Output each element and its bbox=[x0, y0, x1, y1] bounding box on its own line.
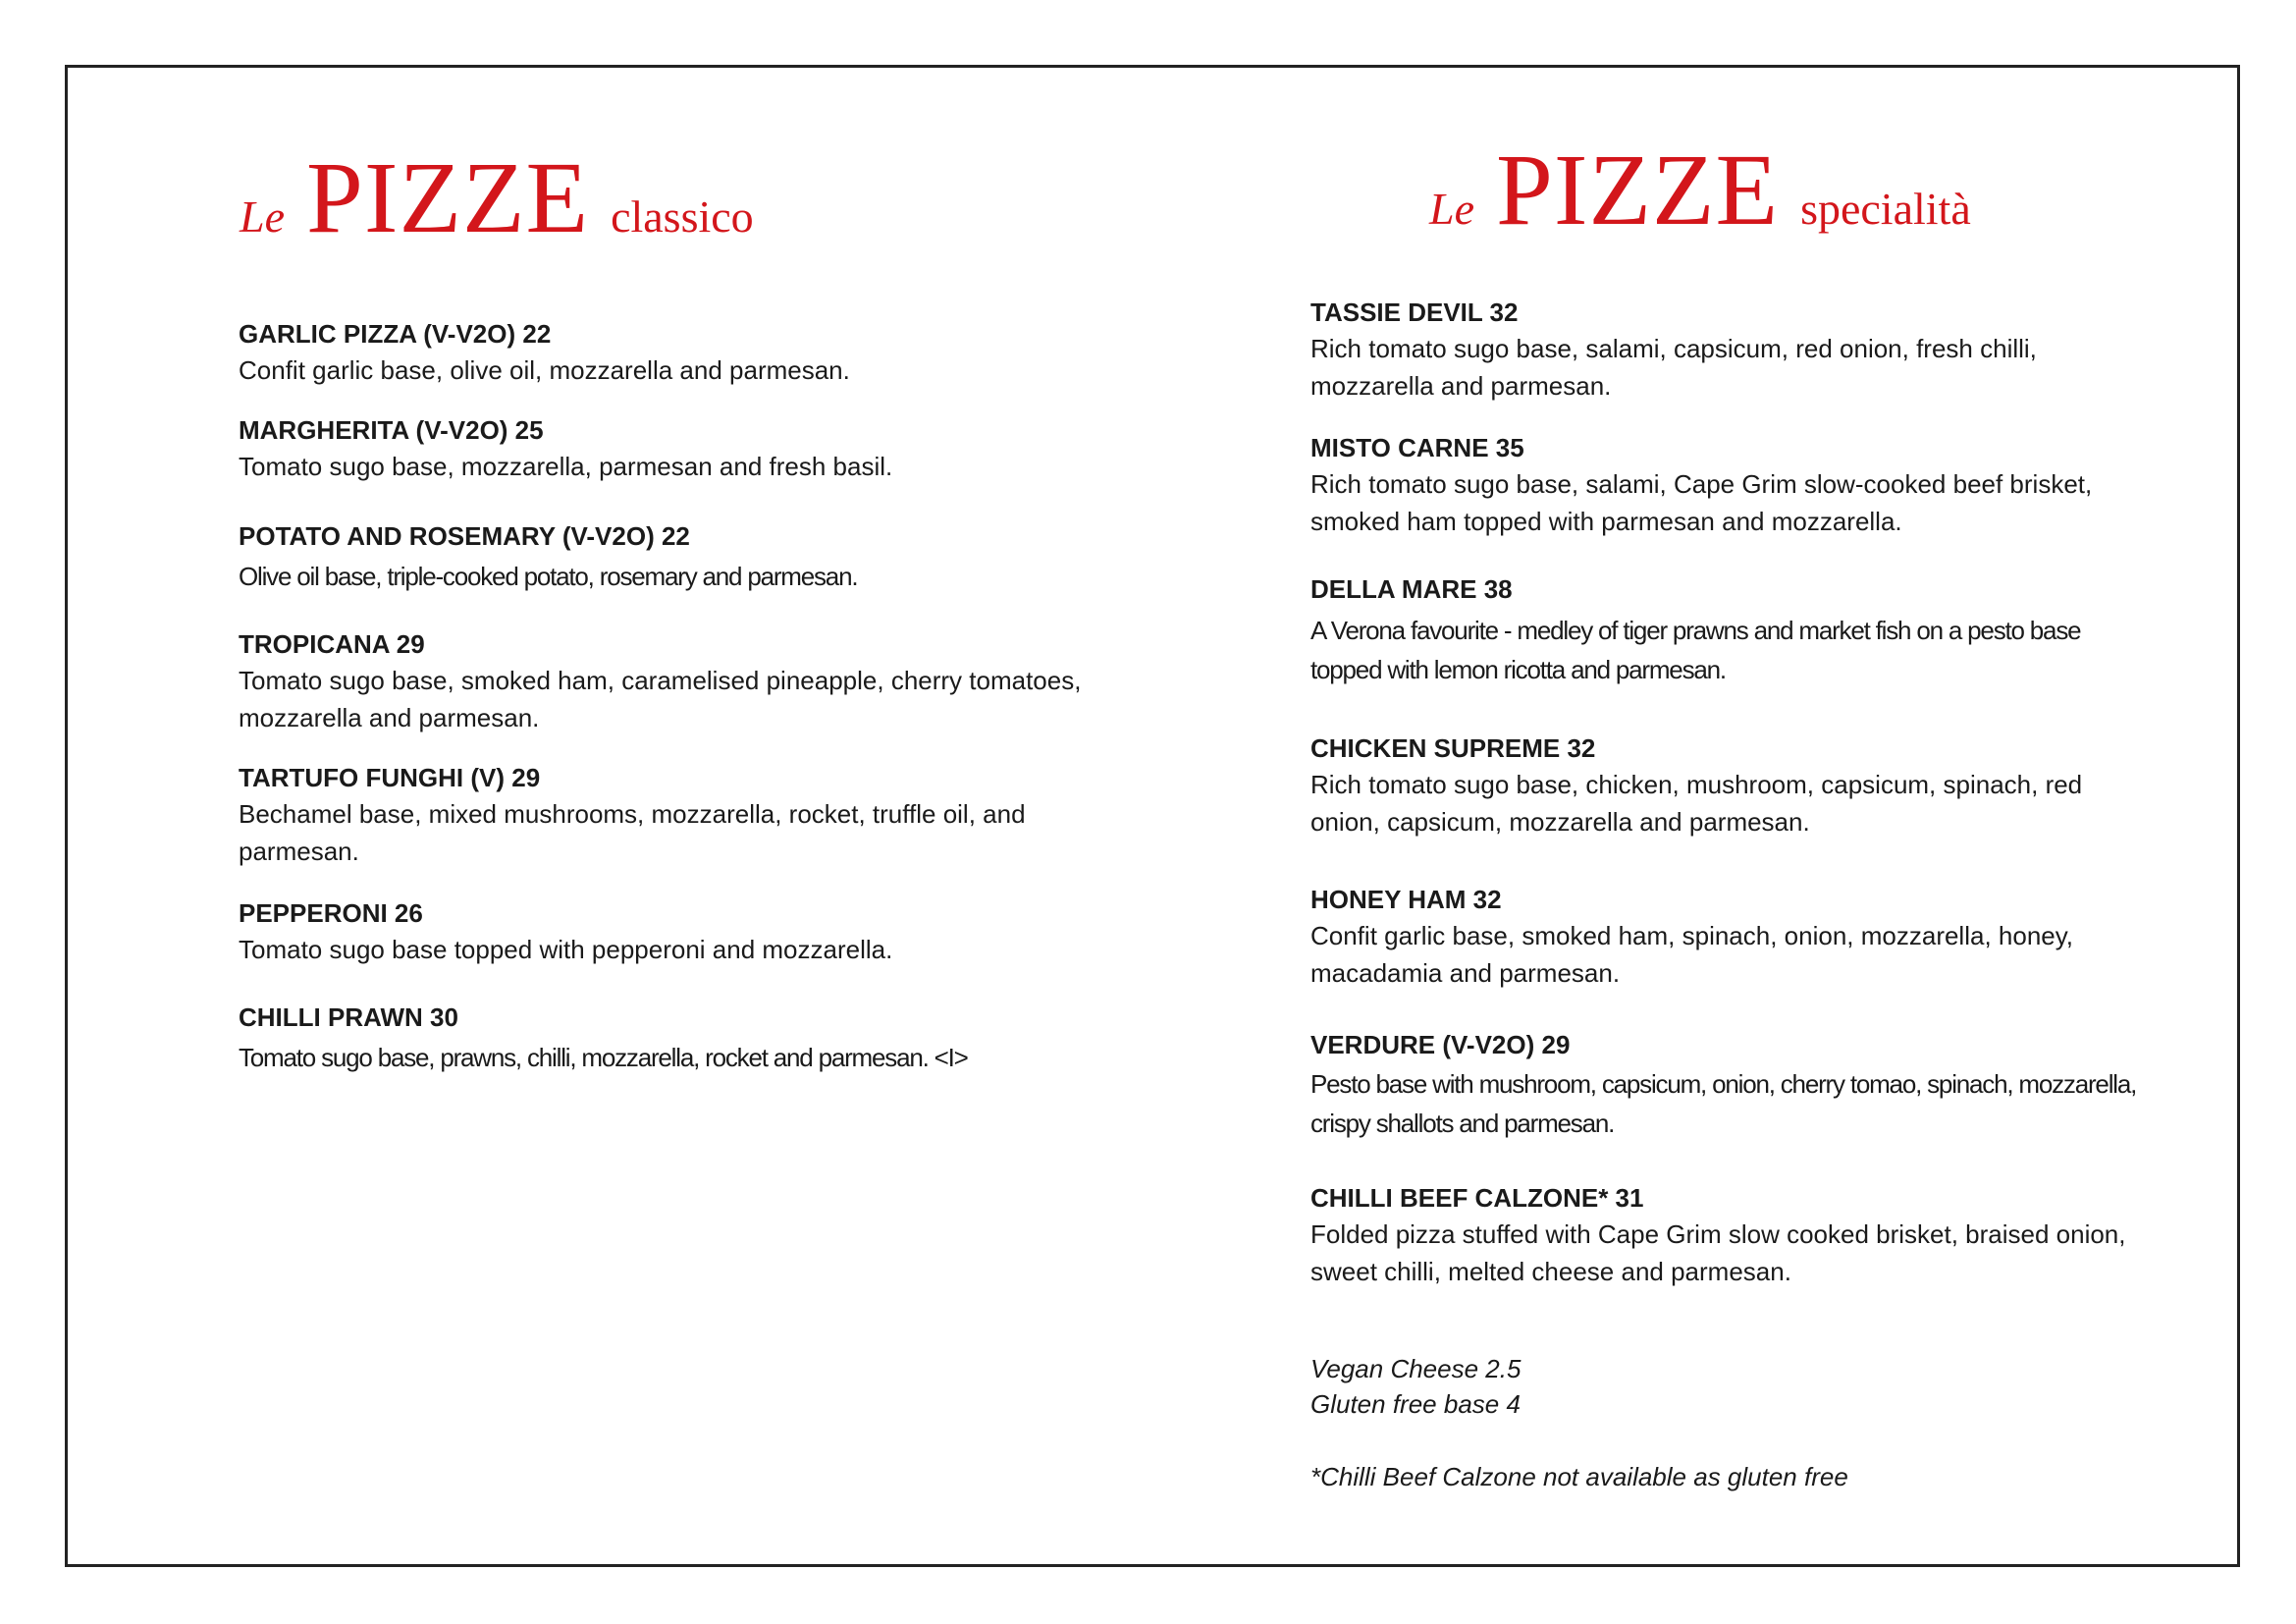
menu-item bbox=[1310, 571, 2155, 689]
item-title: VERDURE (V-V2O) 29 bbox=[1310, 1030, 1571, 1059]
heading-sub-specialita: specialità bbox=[1800, 184, 1971, 234]
menu-item bbox=[1310, 882, 2155, 992]
item-description: Tomato sugo base, prawns, chilli, mozzarella, rocket and parmesan. <I> bbox=[239, 1043, 968, 1072]
item-description: Tomato sugo base, smoked ham, caramelised pineapple, cherry tomatoes, mozzarella and parmesan. bbox=[239, 666, 1082, 732]
heading-classico bbox=[240, 141, 754, 254]
menu-item bbox=[1310, 1180, 2155, 1290]
menu-item bbox=[239, 626, 1083, 736]
heading-specialita bbox=[1429, 134, 1971, 246]
item-description: Tomato sugo base topped with pepperoni and mozzarella. bbox=[239, 935, 893, 964]
heading-sub-classico: classico bbox=[611, 191, 754, 242]
item-description: Rich tomato sugo base, chicken, mushroom, capsicum, spinach, red onion, capsicum, mozzarella and parmesan. bbox=[1310, 770, 2083, 837]
item-title: HONEY HAM 32 bbox=[1310, 885, 1502, 914]
menu-item bbox=[239, 412, 1083, 485]
item-title: POTATO AND ROSEMARY (V-V2O) 22 bbox=[239, 521, 690, 551]
item-title: MISTO CARNE 35 bbox=[1310, 433, 1524, 462]
item-description: Rich tomato sugo base, salami, capsicum, red onion, fresh chilli, mozzarella and parmesan. bbox=[1310, 334, 2037, 401]
menu-item bbox=[239, 895, 1083, 968]
heading-le: Le bbox=[240, 191, 285, 242]
menu-item bbox=[1310, 430, 2155, 540]
item-description: Pesto base with mushroom, capsicum, onion, cherry tomao, spinach, mozzarella, crispy shallots and parmesan. bbox=[1310, 1069, 2137, 1138]
heading-le: Le bbox=[1429, 184, 1474, 234]
heading-pizze: PIZZE bbox=[1496, 134, 1780, 246]
menu-item bbox=[239, 316, 1083, 389]
menu-item bbox=[1310, 1027, 2155, 1143]
item-title: CHILLI BEEF CALZONE* 31 bbox=[1310, 1183, 1644, 1213]
menu-item bbox=[239, 760, 1083, 870]
item-title: GARLIC PIZZA (V-V2O) 22 bbox=[239, 319, 552, 349]
item-title: DELLA MARE 38 bbox=[1310, 574, 1513, 604]
item-title: TROPICANA 29 bbox=[239, 629, 425, 659]
item-title: TARTUFO FUNGHI (V) 29 bbox=[239, 763, 541, 792]
heading-pizze: PIZZE bbox=[306, 141, 590, 254]
menu-item bbox=[239, 518, 1083, 595]
item-description: A Verona favourite - medley of tiger prawns and market fish on a pesto base topped with lemon ricotta and parmesan. bbox=[1310, 616, 2081, 684]
calzone-note: *Chilli Beef Calzone not available as gluten free bbox=[1310, 1462, 1848, 1491]
gluten-free-note: Gluten free base 4 bbox=[1310, 1389, 1521, 1419]
item-description: Rich tomato sugo base, salami, Cape Grim slow-cooked beef brisket, smoked ham topped with parmesan and mozzarella. bbox=[1310, 469, 2093, 536]
item-title: CHICKEN SUPREME 32 bbox=[1310, 733, 1596, 763]
menu-item bbox=[1310, 295, 2155, 405]
item-description: Folded pizza stuffed with Cape Grim slow cooked brisket, braised onion, sweet chilli, melted cheese and parmesan. bbox=[1310, 1219, 2126, 1286]
item-description: Confit garlic base, olive oil, mozzarella and parmesan. bbox=[239, 355, 850, 385]
item-description: Bechamel base, mixed mushrooms, mozzarella, rocket, truffle oil, and parmesan. bbox=[239, 799, 1026, 866]
item-title: MARGHERITA (V-V2O) 25 bbox=[239, 415, 544, 445]
item-description: Confit garlic base, smoked ham, spinach, onion, mozzarella, honey, macadamia and parmesan. bbox=[1310, 921, 2074, 988]
item-title: PEPPERONI 26 bbox=[239, 898, 423, 928]
menu-item bbox=[239, 1000, 1083, 1076]
item-description: Tomato sugo base, mozzarella, parmesan and fresh basil. bbox=[239, 452, 893, 481]
menu-item bbox=[1310, 731, 2155, 840]
item-description: Olive oil base, triple-cooked potato, rosemary and parmesan. bbox=[239, 562, 858, 591]
item-title: TASSIE DEVIL 32 bbox=[1310, 298, 1519, 327]
item-title: CHILLI PRAWN 30 bbox=[239, 1002, 458, 1032]
vegan-cheese-note: Vegan Cheese 2.5 bbox=[1310, 1354, 1522, 1383]
pricing-notes bbox=[1310, 1351, 1521, 1422]
